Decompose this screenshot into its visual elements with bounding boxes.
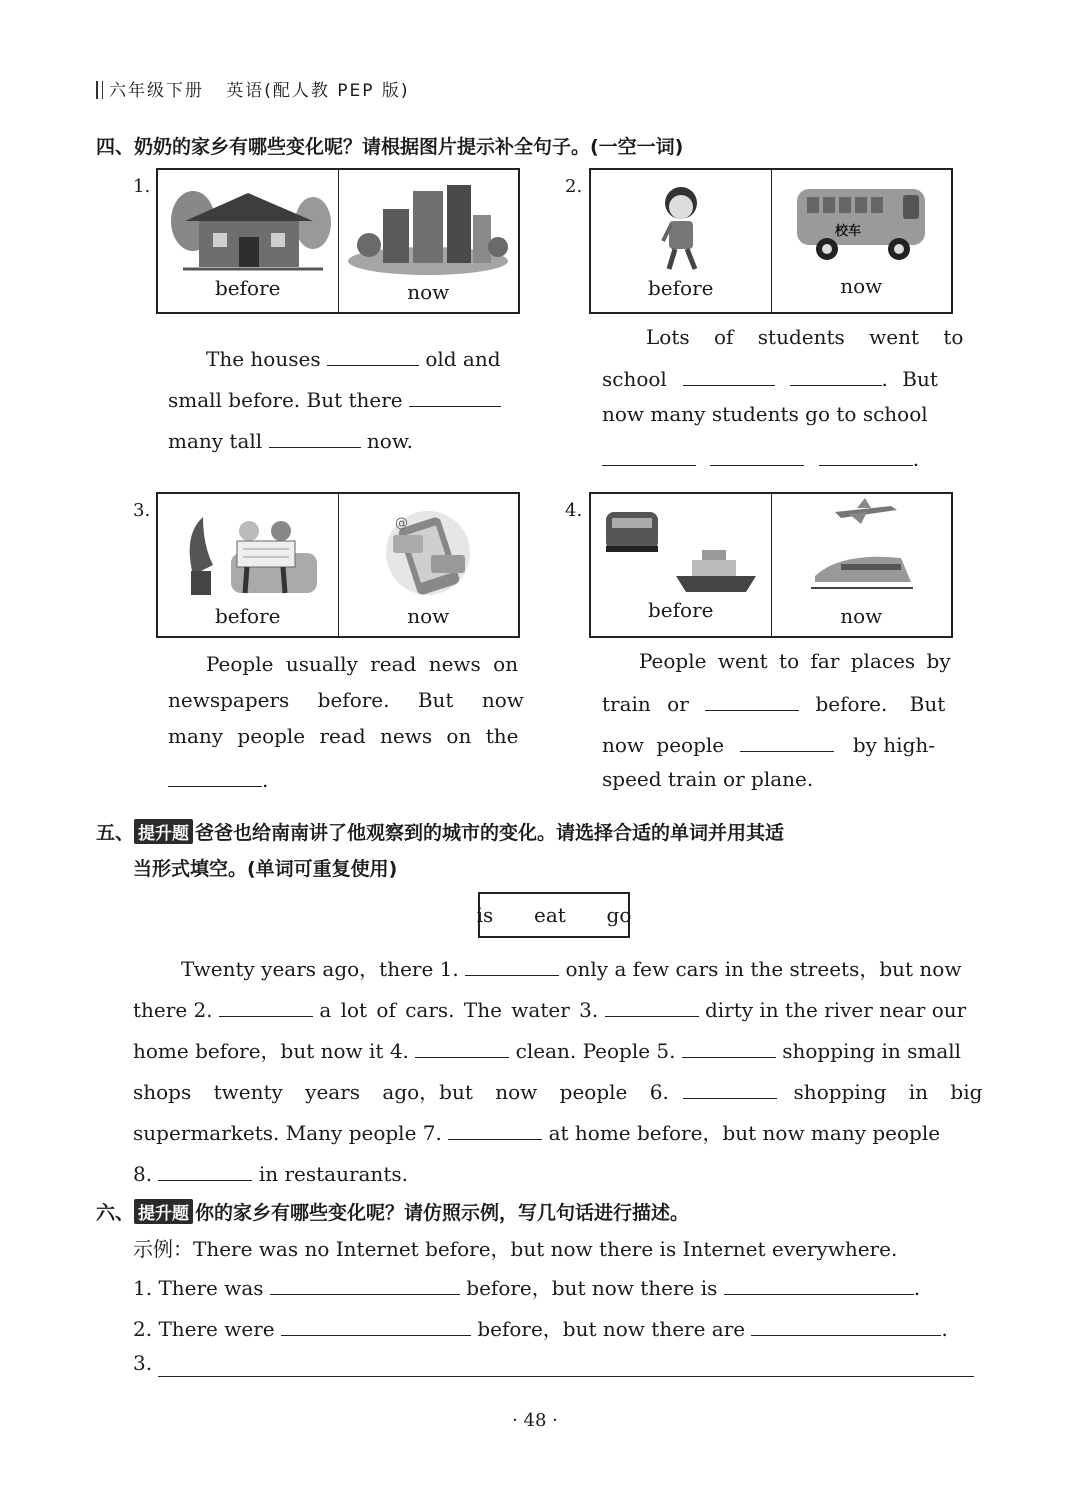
s5-text-6b: in restaurants. [258, 1162, 408, 1186]
s6-line1-c: . [913, 1276, 921, 1300]
item4-text-f: speed train or plane. [602, 767, 814, 791]
s6-blank-4[interactable] [751, 1313, 941, 1336]
item3-blank-1[interactable] [168, 764, 262, 787]
item2-text-b: school [602, 367, 667, 391]
item3-text-c: many people read news on the [168, 724, 519, 748]
item4-now-label: now [840, 604, 883, 628]
s5-blank-2[interactable] [219, 994, 313, 1017]
item2-text-d: now many students go to school [602, 402, 928, 426]
tall-buildings-illustration [339, 178, 519, 278]
s5-text-5a: supermarkets. Many people 7. [133, 1121, 442, 1145]
item4-number: 4. [565, 500, 583, 521]
s5-text-4a: shops twenty years ago，but now people 6. [133, 1080, 669, 1104]
s5-text-3b: clean. People 5. [515, 1039, 676, 1063]
item3-before-pane [158, 494, 338, 636]
section5-title [96, 818, 784, 845]
section6-prefix: 六、 [96, 1202, 135, 1224]
s6-line1-b: before，but now there is [466, 1276, 718, 1300]
school-bus-illustration [772, 172, 952, 272]
section5-title-line2: 当形式填空。(单词可重复使用) [133, 858, 398, 880]
item1-text-d: many tall [168, 429, 263, 453]
item1-before-pane [158, 170, 338, 312]
s5-blank-3[interactable] [605, 994, 699, 1017]
s5-text-1a: Twenty years ago，there 1. [181, 957, 459, 981]
s6-blank-1[interactable] [270, 1272, 460, 1295]
item4-blank-2[interactable] [740, 729, 834, 752]
item3-picture-box [156, 492, 520, 638]
s5-text-5b: at home before，but now many people [548, 1121, 941, 1145]
s5-text-3c: shopping in small [782, 1039, 962, 1063]
section6-badge: 提升题 [134, 1199, 193, 1224]
item1-blank-3[interactable] [269, 425, 361, 448]
train-and-ship-illustration [591, 500, 771, 600]
old-house-illustration [158, 178, 338, 278]
item4-before-pane [591, 494, 771, 636]
item1-number: 1. [133, 176, 151, 197]
s6-line3-number: 3. [133, 1351, 153, 1375]
item3-now-pane [338, 494, 519, 636]
item2-blank-3[interactable] [602, 443, 696, 466]
item2-text-e: . [912, 447, 920, 471]
item2-blank-2[interactable] [790, 363, 882, 386]
item3-text-d: . [262, 768, 269, 792]
s5-text-2c: dirty in the river near our [704, 998, 967, 1022]
header-bar [96, 81, 103, 99]
s5-blank-8[interactable] [158, 1158, 252, 1181]
item2-now-pane [771, 170, 952, 312]
item3-before-label: before [215, 604, 281, 628]
item4-blank-1[interactable] [705, 688, 799, 711]
s5-text-1b: only a few cars in the streets，but now [565, 957, 962, 981]
header-subject: 英语(配人教 PEP 版) [226, 81, 410, 101]
item3-number: 3. [133, 500, 151, 521]
item4-text-c: before. But [815, 692, 946, 716]
section6-title [96, 1198, 689, 1225]
section5-prefix: 五、 [96, 822, 135, 844]
couple-reading-newspaper-illustration [158, 502, 338, 602]
s5-text-2a: there 2. [133, 998, 213, 1022]
item2-text-c: . But [881, 367, 938, 391]
item4-picture-box [589, 492, 953, 638]
item2-picture-box [589, 168, 953, 314]
item4-before-label: before [648, 598, 714, 622]
page-number: · 48 · [512, 1410, 558, 1431]
s5-blank-1[interactable] [465, 953, 559, 976]
s6-blank-5[interactable] [158, 1354, 974, 1377]
s5-blank-4[interactable] [415, 1035, 509, 1058]
item3-text-b: newspapers before. But now [168, 688, 524, 712]
item1-text-a: The houses [206, 347, 321, 371]
s5-blank-7[interactable] [448, 1117, 542, 1140]
running-header [96, 76, 410, 101]
item4-text-b: train or [602, 692, 689, 716]
section4-title: 四、奶奶的家乡有哪些变化呢？请根据图片提示补全句子。(一空一词) [96, 136, 684, 158]
item1-now-label: now [407, 280, 450, 304]
item1-text-c: small before. But there [168, 388, 403, 412]
svg-text:@: @ [395, 515, 409, 531]
s5-blank-5[interactable] [682, 1035, 776, 1058]
s5-blank-6[interactable] [683, 1076, 777, 1099]
item3-text-a: People usually read news on [206, 652, 519, 676]
s5-text-3a: home before，but now it 4. [133, 1039, 409, 1063]
item2-now-label: now [840, 274, 883, 298]
s6-blank-2[interactable] [724, 1272, 914, 1295]
item4-text-e: by high- [852, 733, 936, 757]
item4-text-d: now people [602, 733, 725, 757]
item1-now-pane [338, 170, 519, 312]
item2-before-pane [591, 170, 771, 312]
section5-badge: 提升题 [134, 819, 193, 844]
item2-blank-5[interactable] [819, 443, 913, 466]
item1-text-b: old and [425, 347, 501, 371]
section5-title-line1: 爸爸也给南南讲了他观察到的城市的变化。请选择合适的单词并用其适 [195, 822, 785, 844]
walking-student-illustration [591, 178, 771, 278]
plane-and-fast-train-illustration [772, 498, 952, 598]
item2-blank-1[interactable] [683, 363, 775, 386]
item2-blank-4[interactable] [710, 443, 804, 466]
item1-text-e: now. [366, 429, 413, 453]
s5-text-6a: 8. [133, 1162, 153, 1186]
item2-number: 2. [565, 176, 583, 197]
s6-line2-c: . [941, 1317, 948, 1341]
item2-before-label: before [648, 276, 714, 300]
internet-phone-illustration [339, 502, 519, 602]
s6-line2-b: before，but now there are [477, 1317, 746, 1341]
section6-example: 示例：There was no Internet before，but now there is Internet everywhere. [133, 1237, 898, 1261]
s6-line1-a: 1. There was [133, 1276, 264, 1300]
item1-blank-2[interactable] [409, 384, 501, 407]
header-grade: 六年级下册 [109, 81, 204, 101]
school-bus-text: 校车 [835, 223, 862, 239]
item1-picture-box [156, 168, 520, 314]
section6-title-text: 你的家乡有哪些变化呢？请仿照示例，写几句话进行描述。 [195, 1202, 690, 1224]
word-bank-box: is eat go [478, 892, 630, 938]
item1-blank-1[interactable] [327, 343, 419, 366]
item3-now-label: now [407, 604, 450, 628]
s5-text-2b: a lot of cars. The water 3. [319, 998, 599, 1022]
item2-text-a: Lots of students went to [646, 325, 964, 349]
s6-line2-a: 2. There were [133, 1317, 275, 1341]
s5-text-4b: shopping in big [793, 1080, 983, 1104]
item1-before-label: before [215, 276, 281, 300]
item4-text-a: People went to far places by [639, 649, 951, 673]
item4-now-pane [771, 494, 952, 636]
s6-blank-3[interactable] [281, 1313, 471, 1336]
